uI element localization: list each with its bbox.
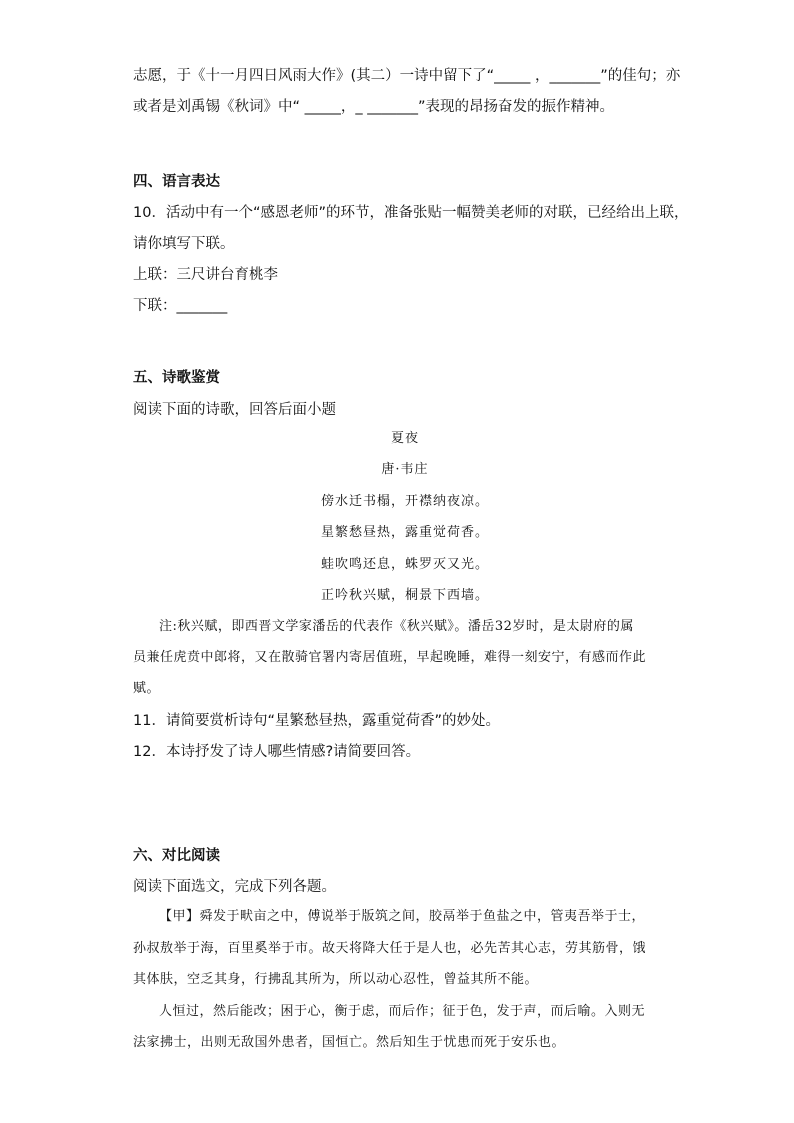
question-12: 12．本诗抒发了诗人哪些情感?请简要回答。: [133, 744, 421, 760]
poem-line-2: 星繁愁昼热，露重觉荷香。: [320, 525, 489, 540]
poem-note-line-3: 赋。: [133, 681, 161, 696]
poem-line-1: 傍水迁书榻，开襟纳夜凉。: [320, 494, 489, 509]
section-4-heading: 四、语言表达: [133, 174, 220, 190]
passage-jia-line-5: 法家拂士，出则无敌国外患者，国恒亡。然后知生于忧患而死于安乐也。: [133, 1035, 566, 1050]
poem-note-line-1: 注:秋兴赋，即西晋文学家潘岳的代表作《秋兴赋》。潘岳32岁时，是太尉府的属: [159, 619, 634, 634]
poem-line-4: 正吟秋兴赋，桐景下西墙。: [320, 588, 489, 603]
couplet-lower: 下联：_______: [133, 298, 228, 314]
passage-jia-line-2: 孙叔敖举于海，百里奚举于市。故天将降大任于是人也，必先苦其心志，劳其筋骨，饿: [133, 941, 647, 956]
couplet-upper: 上联：三尺讲台育桃李: [133, 267, 278, 283]
passage-jia-line-3: 其体肤，空乏其身，行拂乱其所为，所以动心忍性，曾益其所不能。: [133, 972, 539, 987]
intro-line-2: 或者是刘禹锡《秋词》中“ _____，_ _______”表现的昂扬奋发的振作精神。: [133, 99, 614, 115]
question-11: 11．请简要赏析诗句“星繁愁昼热，露重觉荷香”的妙处。: [133, 713, 500, 729]
poem-line-3: 蛙吹鸣还息，蛛罗灭又光。: [320, 557, 489, 572]
passage-jia-line-4: 人恒过，然后能改；困于心，衡于虑，而后作；征于色，发于声，而后喻。入则无: [159, 1004, 646, 1019]
question-10-line-2: 请你填写下联。: [133, 236, 235, 252]
passage-jia-line-1: 【甲】舜发于畎亩之中，傅说举于版筑之间，胶鬲举于鱼盐之中，管夷吾举于士，: [159, 909, 646, 924]
poem-author: 唐·韦庄: [381, 462, 429, 477]
section-5-heading: 五、诗歌鉴赏: [133, 370, 220, 386]
section-6-heading: 六、对比阅读: [133, 848, 220, 864]
section-5-instruction: 阅读下面的诗歌，回答后面小题: [133, 402, 336, 418]
poem-title: 夏夜: [390, 431, 419, 446]
section-6-instruction: 阅读下面选文，完成下列各题。: [133, 879, 336, 895]
intro-line-1: 志愿，于《十一月四日风雨大作》(其二）一诗中留下了“_____ ，_______”的佳句；亦: [133, 68, 681, 84]
poem-note-line-2: 员兼任虎贲中郎将，又在散骑官署内寄居值班，早起晚睡，难得一刻安宁，有感而作此: [133, 650, 647, 665]
question-10-line-1: 10．活动中有一个“感恩老师”的环节，准备张贴一幅赞美老师的对联，已经给出上联，: [133, 205, 689, 221]
